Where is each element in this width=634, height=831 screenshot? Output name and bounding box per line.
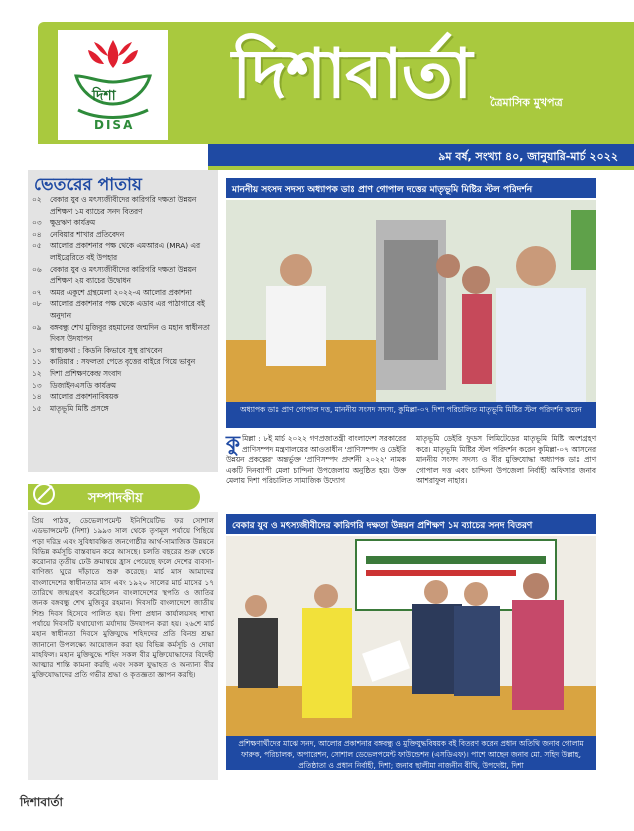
toc-item-text: ক্ষুদ্রঋণ কার্যক্রম [50, 218, 96, 228]
pen-icon [32, 482, 56, 506]
toc-item-text: বঙ্গবন্ধু শেখ মুজিবুর রহমানের জন্মদিন ও মহান স্বাধীনতা দিবস উদযাপন [50, 322, 210, 344]
toc-item-number: ১২ [32, 368, 42, 378]
stall-visit-photo [226, 200, 596, 402]
logo-text-bn: দিশা [92, 88, 116, 104]
toc-item-number: ১৫ [32, 403, 42, 413]
toc-item-text: আলোর প্রকাশনার পক্ষ থেকে এডাব এর পাঠাগারে বই অনুদান [50, 299, 205, 320]
disa-logo [58, 30, 168, 140]
story1-dropcap: কু [226, 431, 240, 455]
story1-photo [226, 200, 596, 402]
toc-item [32, 229, 216, 241]
masthead-title: দিশাবার্তা [232, 34, 472, 114]
toc-item [32, 298, 216, 321]
toc-item-number: ০৭ [32, 287, 42, 297]
toc-item-number: ১১ [32, 357, 42, 367]
footer-logo: দিশাবার্তা [20, 795, 63, 809]
toc-item-number: ০২ [32, 195, 42, 204]
story1-heading: মাননীয় সংসদ সদস্য অধ্যাপক ডাঃ প্রাণ গোপাল দত্তের মাতৃভূমি মিষ্টির স্টল পরিদর্শন [226, 178, 596, 198]
toc-item-text: বেকার যুব ও মৎস্যজীবীদের কারিগরি দক্ষতা উন্নয়ন প্রশিক্ষণ ২য় ব্যাচের উদ্বোধন [50, 264, 197, 286]
logo-text-en: DISA [94, 118, 135, 132]
story1-caption: অধ্যাপক ডাঃ প্রাণ গোপাল দত্ত, মাননীয় সংসদ সদস্য, কুমিল্লা-০৭ দিশা পরিচালিত মাতৃভূমি মিষ্টির স্টল পরিদর্শন করেন [226, 402, 596, 428]
toc-item-text: ডিজাইনএসডি কার্যক্রম [50, 380, 116, 390]
toc-item-number: ০৫ [32, 241, 42, 251]
toc-item [32, 264, 216, 287]
toc-item [32, 322, 216, 345]
toc-item-number: ০৬ [32, 264, 42, 274]
toc-item [32, 380, 216, 392]
story1-column-2: মাতৃভূমি ডেইরি ফুডস লিমিটেডের মাতৃভূমি মিষ্টি অংশগ্রহণ করে। মাতৃভূমি মিষ্টির স্টল পরিদর্শন করেন কুমিল্লা-০৭ আসনের মাননীয় সংসদ সদস্য ও বীর মুক্তিযোদ্ধা অধ্যাপক ডাঃ প্রাণ গোপাল দত্ত এবং চান্দিনা উপজেলা নির্বাহী অফিসার জনাব আশরাফুল নাহার। [416, 434, 596, 486]
toc-item-number: ০৪ [32, 229, 42, 239]
toc-item-text: আলোর প্রকাশনার পক্ষ থেকে এমআরএ (MRA) এর লাইব্রেরিতে বই উপহার [50, 241, 200, 262]
toc-item-text: দিশা প্রশিক্ষণকেন্দ্র সংবাদ [50, 368, 122, 378]
toc-item-text: কারিয়ার : সফলতা পেতে বৃত্তের বাইরে গিয়ে ভাবুন [50, 357, 196, 367]
toc-item-text: আলোর প্রকাশনাবিষয়ক [50, 392, 119, 402]
issue-info: ৯ম বর্ষ, সংখ্যা ৪০, জানুয়ারি-মার্চ ২০২২ [438, 150, 618, 163]
toc-list [32, 194, 216, 414]
toc-item-number: ০৯ [32, 322, 42, 332]
editorial-text: প্রিয় পাঠক, ডেভেলাপমেন্ট ইনিশিয়েটিভ ফর সোশাল এডভান্সমেন্ট (দিশা) ১৯৯৩ সাল থেকে তৃণমূল পর্যায়ে পিছিয়ে পড়া দরিদ্র এবং সুবিধাবঞ্চিত জনগোষ্ঠীর আর্থ-সামাজিক উন্নয়নে বিভিন্ন কর্মসূচি বাস্তবায়ন করে আসছে। চলতি বছরের শুরু থেকে করোনার তৃতীয় ঢেউ ক্রমান্বয়ে হ্রাস পেয়েছে ফলে দেশের ব্যবসা-বাণিজ্য ঘুরে দাঁড়াতে শুরু করেছে। মার্চ মাস আমাদের বাংলাদেশের স্বাধীনতার মাস এবং ১৯২০ সালের মার্চ মাসের ১৭ তারিখে জন্মগ্রহণ করেছিলেন বাংলাদেশের স্থপতি ও জাতির জনক বঙ্গবন্ধু শেখ মুজিবুর রহমান। দিবসটি বাংলাদেশে জাতীয় শিশু দিবস হিসেবে পালিত হয়। দিশা প্রধান কার্যালয়সহ শাখা পর্যায়ে দিবসটি যথাযোগ্য মর্যাদায় উদযাপন করা হয়। ২৬শে মার্চ মহান স্বাধীনতা দিবসে মুক্তিযুদ্ধে শহিদদের প্রতি বিনম্র শ্রদ্ধা জানানো উপলক্ষ্যে আয়োজন করা হয় বিভিন্ন কর্মসূচি ও দোয়া মাহফিল। মহান মুক্তিযুদ্ধে শহিদ সকল বীর মুক্তিযোদ্ধাদের বিদেহী আত্মার শান্তি কামনা করছি এবং সকল যুদ্ধাহত ও অন্যান্য বীর মুক্তিযোদ্ধাদের প্রতি গভীর শ্রদ্ধা ও কৃতজ্ঞতা জ্ঞাপন করছি। [32, 516, 214, 680]
toc-item-number: ১৩ [32, 380, 42, 390]
table-of-contents [28, 170, 218, 472]
story1-column-1 [226, 431, 406, 487]
editorial-title: সম্পাদকীয় [88, 491, 143, 506]
toc-title: ভেতরের পাতায় [34, 175, 142, 195]
toc-item [32, 403, 216, 415]
toc-item [32, 368, 216, 380]
toc-item [32, 345, 216, 357]
toc-item-number: ০৮ [32, 299, 42, 309]
toc-item [32, 356, 216, 368]
toc-item [32, 287, 216, 299]
toc-item-text: মাতৃভূমি মিষ্টি প্রসঙ্গে [50, 403, 109, 413]
toc-item-text: স্বাস্থ্যকথা : কিডনি কিভাবে সুস্থ রাখবেন [50, 345, 163, 355]
toc-item-number: ১০ [32, 345, 42, 355]
toc-item-text: বেকার যুব ও মৎস্যজীবীদের কারিগরি দক্ষতা উন্নয়ন প্রশিক্ষণ ১ম ব্যাচের সনদ বিতরণ [50, 195, 197, 216]
editorial-body [28, 512, 218, 780]
toc-item [32, 217, 216, 229]
story1-col1-text: মিল্লা : ৮ই মার্চ ২০২২ গণপ্রজাতন্ত্রী বাংলাদেশ সরকারের প্রাণিসম্পদ মন্ত্রণালয়ের আওতাধীন 'প্রাণিসম্পদ ও ডেইরি উন্নয়ন প্রকল্পের' অন্তর্ভুক্ত 'প্রাণিসম্পদ প্রদর্শনী ২০২২' নামক একটি দিনব্যাপী মেলা চান্দিনা উপজেলায় অনুষ্ঠিত হয়। উক্ত মেলায় দিশা পরিচালিত সামাজিক উদ্যোগ [226, 434, 406, 486]
toc-item-number: ১৪ [32, 392, 42, 402]
issue-bar [208, 144, 634, 170]
story2-heading: বেকার যুব ও মৎস্যজীবীদের কারিগরি দক্ষতা উন্নয়ন প্রশিক্ষণ ১ম ব্যাচের সনদ বিতরণ [226, 514, 596, 534]
toc-item [32, 194, 216, 217]
story2-caption: প্রশিক্ষণার্থীদের মাঝে সনদ, আলোর প্রকাশনার বঙ্গবন্ধু ও মুক্তিযুদ্ধবিষয়ক বই বিতরণ করেন প্রধান অতিথি জনাব গোলাম ফারুক, পরিচালক, অপারেশন, সোশাল ডেভেলপমেন্ট ফাউন্ডেশন (এসডিএফ)। পাশে আছেন জনাব মো. সহিদ উল্লাহ, প্রতিষ্ঠাতা ও প্রধান নির্বাহী, দিশা; জনাব ছালীমা নাজনীন বীথি, উপদেষ্টা, দিশা [226, 736, 596, 770]
toc-item-text: নেবিয়ার শাখার প্রতিবেদন [50, 229, 125, 239]
certificate-ceremony-photo [226, 536, 596, 736]
masthead-subtitle: ত্রৈমাসিক মুখপত্র [490, 96, 563, 109]
toc-item [32, 391, 216, 403]
toc-item-number: ০৩ [32, 218, 42, 228]
toc-item-text: অমর একুশে গ্রন্থমেলা ২০২২-এ আলোর প্রকাশনা [50, 287, 192, 297]
story2-photo [226, 536, 596, 736]
editorial-header [28, 484, 200, 510]
toc-item [32, 240, 216, 263]
